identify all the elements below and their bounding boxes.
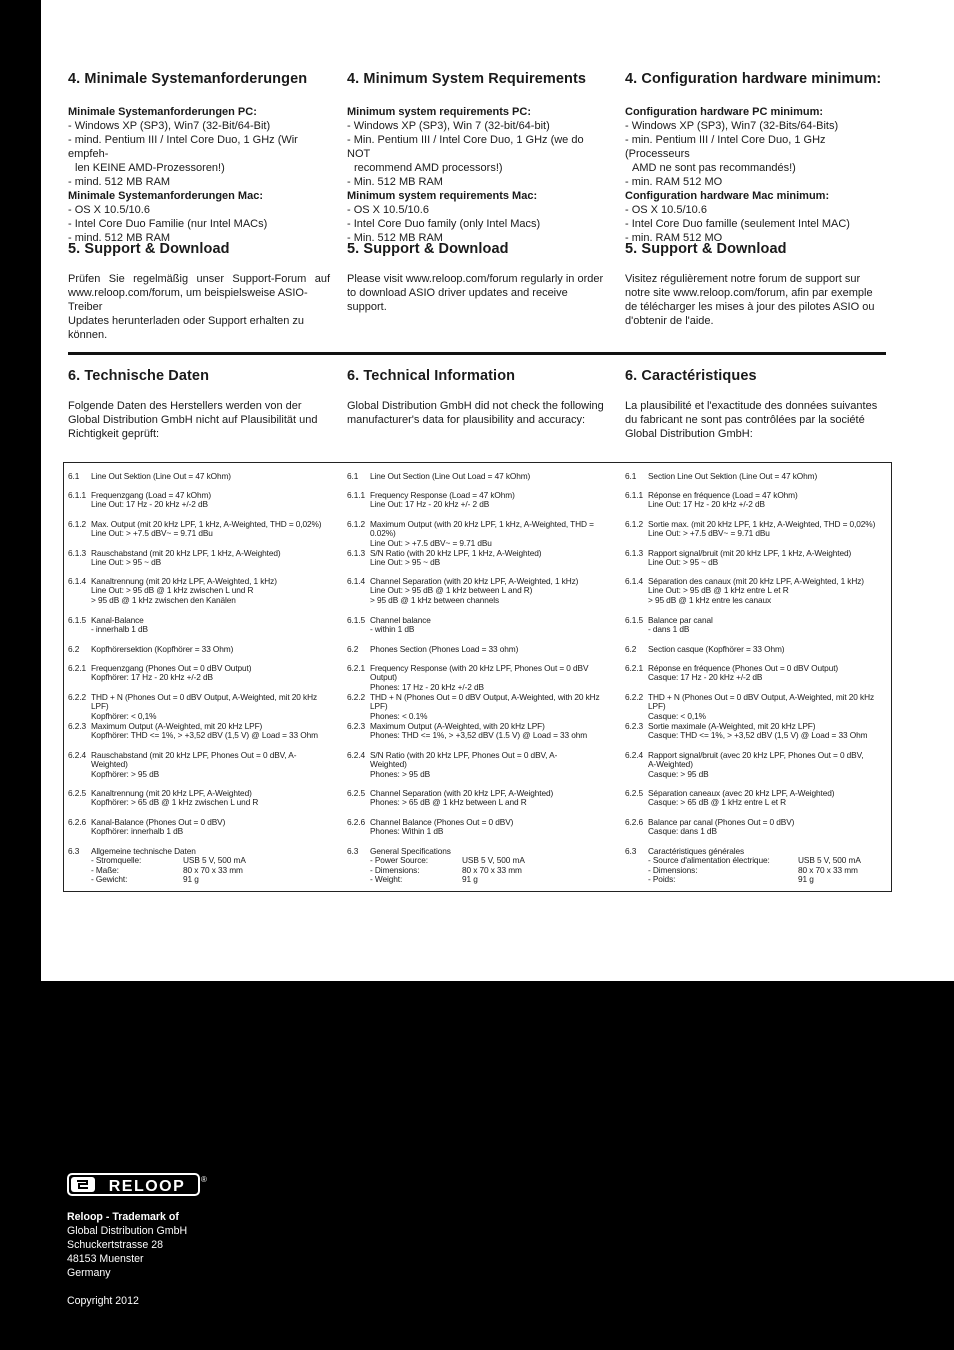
tech-fr — [625, 368, 887, 441]
spec-line: Kopfhörersektion (Kopfhörer = 33 Ohm) — [91, 644, 234, 654]
spec-text — [648, 472, 888, 481]
spec-text — [370, 664, 610, 692]
spec-line: Phones: THD <= 1%, > +3,52 dBV (1.5 V) @ Load = 33 ohm — [370, 730, 588, 741]
spec-number: 6.2.3 — [625, 721, 643, 731]
spec-text — [91, 472, 331, 481]
spec-number: 6.1.5 — [347, 615, 365, 625]
mac-req-line: - Intel Core Duo family (only Intel Macs) — [347, 218, 541, 230]
section-6-heading: 6. Technische Daten — [68, 368, 210, 384]
spec-line: Casque: THD <= 1%, > +3,52 dBV (1,5 V) @ Load = 33 Ohm — [648, 730, 868, 741]
spec-key: - Power Source: — [370, 855, 428, 866]
spec-text — [91, 491, 331, 510]
mac-req-line: - min. RAM 512 MO — [625, 232, 723, 244]
spec-line: Caractéristiques générales — [648, 846, 745, 856]
tech-intro-line: La plausibilité et l'exactitude des données suivantes — [625, 400, 878, 412]
column-de — [68, 71, 330, 245]
mac-req-line: - OS X 10.5/10.6 — [68, 204, 150, 216]
spec-key: - Maße: — [91, 864, 119, 875]
spec-number: 6.1.2 — [68, 519, 86, 529]
pc-req-line: - min. Pentium III / Intel Core Duo, 1 GHz (Processeurs — [625, 134, 826, 160]
spec-line: THD + N (Phones Out = 0 dBV Output, A-Weighted, mit 20 kHz LPF) — [91, 692, 318, 712]
spec-line: Section casque (Kopfhörer = 33 Ohm) — [648, 644, 785, 654]
spec-number: 6.1 — [68, 471, 80, 481]
column-fr — [625, 71, 887, 245]
registered-mark: ® — [201, 1175, 207, 1184]
spec-value: 91 g — [798, 873, 814, 884]
spec-text — [648, 847, 888, 884]
spec-line: Line Out: > +7.5 dBV~ = 9.71 dBu — [370, 537, 492, 548]
spec-line: Frequency Response (Load = 47 kOhm) — [370, 490, 515, 500]
spec-number: 6.1 — [347, 471, 359, 481]
mac-req-line: - Min. 512 MB RAM — [347, 232, 443, 244]
spec-text — [370, 491, 610, 510]
tech-intro-line: du fabricant ne sont pas contrôlées par la société — [625, 414, 865, 426]
footer — [67, 1173, 209, 1308]
spec-value: USB 5 V, 500 mA — [462, 855, 525, 866]
spec-number: 6.1.4 — [347, 576, 365, 586]
spec-number: 6.1.3 — [347, 548, 365, 558]
support-line: de télécharger les mises à jour des pilotes ASIO ou — [625, 301, 875, 313]
spec-key: - Weight: — [370, 873, 403, 884]
spec-key: - Stromquelle: — [91, 855, 142, 866]
spec-text — [648, 520, 888, 539]
spec-line: S/N Ratio (with 20 kHz LPF, 1 kHz, A-Weighted) — [370, 548, 542, 558]
spec-key: - Dimensions: — [648, 864, 698, 875]
address-line: Global Distribution GmbH — [67, 1225, 188, 1237]
spec-line: Balance par canal — [648, 615, 713, 625]
spec-text — [370, 789, 610, 808]
spec-line: Channel balance — [370, 615, 431, 625]
support-line: Prüfen Sie regelmäßig unser Support-Forum auf — [68, 273, 330, 285]
spec-line: Réponse en fréquence (Phones Out = 0 dBV Output) — [648, 663, 839, 673]
tech-intro-line: Global Distribution GmbH nicht auf Plausibilität und — [68, 414, 318, 426]
section-divider — [68, 352, 886, 355]
spec-line: Line Out: > 95 ~ dB — [91, 557, 162, 568]
spec-number: 6.1.4 — [68, 576, 86, 586]
spec-text — [370, 472, 610, 481]
spec-number: 6.2.6 — [68, 817, 86, 827]
spec-text — [370, 616, 610, 635]
spec-line: Maximum Output (A-Weighted, with 20 kHz LPF) — [370, 721, 545, 731]
spec-value: 80 x 70 x 33 mm — [798, 864, 858, 875]
spec-line: Weighted) — [370, 759, 407, 770]
spec-number: 6.2.6 — [347, 817, 365, 827]
mac-requirements-heading: Configuration hardware Mac minimum: — [625, 190, 830, 202]
tech-intro-line: Folgende Daten des Herstellers werden von der — [68, 400, 302, 412]
support-line: Updates herunterladen oder Support erhalten zu können. — [68, 315, 305, 341]
pc-req-line: AMD ne sont pas recommandés!) — [632, 162, 796, 174]
section-5-heading: 5. Support & Download — [68, 241, 230, 257]
spec-line: Phones: > 95 dB — [370, 768, 431, 779]
spec-value: USB 5 V, 500 mA — [798, 855, 861, 866]
spec-line: > 95 dB @ 1 kHz zwischen den Kanälen — [91, 594, 236, 605]
spec-line: Allgemeine technische Daten — [91, 846, 196, 856]
spec-line: Weighted) — [91, 759, 128, 770]
spec-line: Line Out: > 95 ~ dB — [370, 557, 441, 568]
spec-line: Kopfhörer: THD <= 1%, > +3,52 dBV (1,5 V) @ Load = 33 Ohm — [91, 730, 318, 741]
tech-en — [347, 368, 609, 427]
spec-text — [648, 491, 888, 510]
spec-text — [648, 693, 888, 721]
spec-line: Line Out Sektion (Line Out = 47 kOhm) — [91, 471, 231, 481]
spec-text — [91, 847, 331, 884]
support-en — [347, 241, 609, 314]
spec-line: Maximum Output (with 20 kHz LPF, 1 kHz, A-Weighted, THD = 0.02%) — [370, 519, 594, 539]
spec-line: > 95 dB @ 1 kHz entre les canaux — [648, 594, 772, 605]
spec-line: THD + N (Phones Out = 0 dBV Output, A-Weighted, mit 20 kHz LPF) — [648, 692, 875, 712]
spec-text — [648, 722, 888, 741]
spec-number: 6.2.1 — [625, 663, 643, 673]
spec-value: 91 g — [183, 873, 199, 884]
spec-line: Phones: < 0.1% — [370, 710, 428, 721]
spec-line: - innerhalb 1 dB — [91, 624, 148, 635]
spec-line: Line Out: > 95 ~ dB — [648, 557, 719, 568]
spec-line: Phones: 17 Hz - 20 kHz +/-2 dB — [370, 681, 484, 692]
spec-number: 6.2.1 — [347, 663, 365, 673]
spec-text — [91, 751, 331, 779]
spec-line: Max. Output (mit 20 kHz LPF, 1 kHz, A-Weighted, THD = 0,02%) — [91, 519, 322, 529]
spec-number: 6.3 — [68, 846, 80, 856]
spec-number: 6.1.2 — [347, 519, 365, 529]
logo-wordmark: RELOOP — [108, 1178, 186, 1195]
spec-number: 6.2 — [347, 644, 359, 654]
spec-line: Casque: > 95 dB — [648, 768, 709, 779]
spec-number: 6.1.1 — [347, 490, 365, 500]
spec-kv-row — [370, 875, 610, 884]
spec-line: Line Out Section (Line Out Load = 47 kOhm) — [370, 471, 531, 481]
spec-text — [370, 722, 610, 741]
spec-text — [91, 549, 331, 568]
spec-number: 6.1.5 — [625, 615, 643, 625]
document-page — [41, 0, 954, 981]
address-line: Germany — [67, 1267, 111, 1279]
spec-text — [648, 645, 888, 654]
spec-line: Rapport signal/bruit (mit 20 kHz LPF, 1 kHz, A-Weighted) — [648, 548, 852, 558]
spec-value: 91 g — [462, 873, 478, 884]
spec-kv-row — [648, 866, 888, 875]
spec-line: Line Out: > 95 dB @ 1 kHz zwischen L und R — [91, 585, 254, 596]
spec-kv-row — [91, 875, 331, 884]
spec-line: Casque: > 65 dB @ 1 kHz entre L et R — [648, 797, 787, 808]
pc-requirements-heading: Minimum system requirements PC: — [347, 106, 531, 118]
support-line: Please visit www.reloop.com/forum regularly in order — [347, 273, 604, 285]
spec-line: Kopfhörer: innerhalb 1 dB — [91, 826, 184, 837]
pc-req-line: len KEINE AMD-Prozessoren!) — [75, 162, 225, 174]
spec-number: 6.2.4 — [68, 750, 86, 760]
support-de — [68, 241, 330, 342]
spec-text — [648, 577, 888, 605]
tech-intro-line: Richtigkeit geprüft: — [68, 428, 160, 440]
mac-req-line: - OS X 10.5/10.6 — [625, 204, 707, 216]
spec-value: USB 5 V, 500 mA — [183, 855, 246, 866]
spec-text — [91, 520, 331, 539]
spec-line: Kanal-Balance — [91, 615, 144, 625]
spec-number: 6.1.3 — [68, 548, 86, 558]
spec-text — [648, 664, 888, 683]
spec-line: Line Out: > 95 dB @ 1 kHz between L and R) — [370, 585, 533, 596]
section-6-heading: 6. Caractéristiques — [625, 368, 757, 384]
pc-req-line: - Windows XP (SP3), Win 7 (32-bit/64-bit) — [347, 120, 550, 132]
spec-line: Séparation caneaux (avec 20 kHz LPF, A-Weighted) — [648, 788, 835, 798]
spec-key: - Source d'alimentation électrique: — [648, 855, 770, 866]
spec-number: 6.2.3 — [347, 721, 365, 731]
support-line: Visitez régulièrement notre forum de support sur — [625, 273, 861, 285]
pc-req-line: - Min. 512 MB RAM — [347, 176, 443, 188]
spec-line: Line Out: > +7.5 dBV~ = 9.71 dBu — [648, 528, 770, 539]
spec-line: Casque: 17 Hz - 20 kHz +/-2 dB — [648, 672, 763, 683]
spec-number: 6.2 — [68, 644, 80, 654]
mac-req-line: - mind. 512 MB RAM — [68, 232, 171, 244]
spec-line: Kopfhörer: 17 Hz - 20 kHz +/-2 dB — [91, 672, 213, 683]
tech-intro-line: Global Distribution GmbH did not check the following — [347, 400, 604, 412]
spec-number: 6.1.1 — [625, 490, 643, 500]
spec-line: A-Weighted) — [648, 759, 693, 770]
spec-kv-row — [648, 875, 888, 884]
spec-line: Kopfhörer: < 0,1% — [91, 710, 157, 721]
spec-line: Kopfhörer: > 95 dB — [91, 768, 160, 779]
mac-requirements-heading: Minimale Systemanforderungen Mac: — [68, 190, 263, 202]
spec-line: Line Out: 17 Hz - 20 kHz +/- 2 dB — [370, 499, 490, 510]
spec-number: 6.1.5 — [68, 615, 86, 625]
spec-line: Channel Separation (with 20 kHz LPF, A-Weighted, 1 kHz) — [370, 576, 579, 586]
spec-text — [91, 577, 331, 605]
tech-intro-line: Global Distribution GmbH: — [625, 428, 753, 440]
section-5-heading: 5. Support & Download — [347, 241, 509, 257]
spec-line: Line Out: > +7.5 dBV~ = 9.71 dBu — [91, 528, 213, 539]
spec-text — [648, 789, 888, 808]
spec-text — [91, 645, 331, 654]
spec-text — [370, 818, 610, 837]
spec-value: 80 x 70 x 33 mm — [183, 864, 243, 875]
spec-text — [370, 751, 610, 779]
spec-value: 80 x 70 x 33 mm — [462, 864, 522, 875]
tech-intro-line: manufacturer's data for plausibility and accuracy: — [347, 414, 586, 426]
spec-key: - Gewicht: — [91, 873, 128, 884]
section-4-heading: 4. Minimum System Requirements — [347, 71, 587, 87]
spec-line: Sortie max. (mit 20 kHz LPF, 1 kHz, A-Weighted, THD = 0,02%) — [648, 519, 876, 529]
support-line: d'obtenir de l'aide. — [625, 315, 714, 327]
support-line: www.reloop.com/forum, um beispielsweise ASIO-Treiber — [68, 287, 308, 313]
spec-line: THD + N (Phones Out = 0 dBV Output, A-Weighted, with 20 kHz LPF) — [370, 692, 600, 712]
spec-line: Rapport signal/bruit (avec 20 kHz LPF, Phones Out = 0 dBV, — [648, 750, 864, 760]
spec-number: 6.3 — [347, 846, 359, 856]
support-line: to download ASIO driver updates and receive support. — [347, 287, 568, 313]
tech-de — [68, 368, 330, 441]
spec-line: > 95 dB @ 1 kHz between channels — [370, 594, 500, 605]
spec-line: Kopfhörer: > 65 dB @ 1 kHz zwischen L und R — [91, 797, 259, 808]
spec-line: - within 1 dB — [370, 624, 415, 635]
spec-line: Rauschabstand (mit 20 kHz LPF, Phones Out = 0 dBV, A- — [91, 750, 297, 760]
spec-number: 6.3 — [625, 846, 637, 856]
column-en — [347, 71, 609, 245]
spec-number: 6.1.4 — [625, 576, 643, 586]
spec-key: - Poids: — [648, 873, 676, 884]
spec-text — [91, 693, 331, 721]
spec-line: Channel Balance (Phones Out = 0 dBV) — [370, 817, 514, 827]
spec-line: - dans 1 dB — [648, 624, 690, 635]
spec-line: Frequency Response (with 20 kHz LPF, Phones Out = 0 dBV Output) — [370, 663, 589, 683]
spec-line: Maximum Output (A-Weighted, mit 20 kHz LPF) — [91, 721, 263, 731]
pc-req-line: - mind. 512 MB RAM — [68, 176, 171, 188]
spec-line: S/N Ratio (with 20 kHz LPF, Phones Out = 0 dBV, A- — [370, 750, 558, 760]
spec-number: 6.1 — [625, 471, 637, 481]
spec-key: - Dimensions: — [370, 864, 420, 875]
spec-text — [370, 693, 610, 721]
spec-text — [370, 520, 610, 548]
support-line: notre site www.reloop.com/forum, afin par exemple — [625, 287, 873, 299]
spec-text — [370, 645, 610, 654]
pc-req-line: - Windows XP (SP3), Win7 (32-Bit/64-Bit) — [68, 120, 271, 132]
spec-number: 6.2.3 — [68, 721, 86, 731]
pc-requirements-heading: Configuration hardware PC minimum: — [625, 106, 824, 118]
spec-line: Séparation des canaux (mit 20 kHz LPF, A-Weighted, 1 kHz) — [648, 576, 864, 586]
pc-req-line: - Windows XP (SP3), Win7 (32-Bits/64-Bits) — [625, 120, 839, 132]
spec-text — [370, 847, 610, 884]
support-fr — [625, 241, 887, 328]
spec-line: Casque: < 0,1% — [648, 710, 706, 721]
spec-line: Casque: dans 1 dB — [648, 826, 717, 837]
spec-number: 6.2.1 — [68, 663, 86, 673]
address-line: 48153 Muenster — [67, 1253, 144, 1265]
spec-text — [91, 818, 331, 837]
spec-text — [370, 577, 610, 605]
spec-line: Channel Separation (with 20 kHz LPF, A-Weighted) — [370, 788, 554, 798]
spec-line: Line Out: 17 Hz - 20 kHz +/-2 dB — [648, 499, 765, 510]
spec-line: Section Line Out Sektion (Line Out = 47 kOhm) — [648, 471, 818, 481]
spec-line: Sortie maximale (A-Weighted, mit 20 kHz LPF) — [648, 721, 816, 731]
pc-req-line: recommend AMD processors!) — [354, 162, 503, 174]
spec-text — [648, 616, 888, 635]
spec-number: 6.2.5 — [625, 788, 643, 798]
spec-line: Kanaltrennung (mit 20 kHz LPF, A-Weighted) — [91, 788, 252, 798]
spec-text — [91, 789, 331, 808]
mac-req-line: - OS X 10.5/10.6 — [347, 204, 429, 216]
section-6-heading: 6. Technical Information — [347, 368, 516, 384]
spec-line: Phones: > 65 dB @ 1 kHz between L and R — [370, 797, 527, 808]
spec-kv-row — [91, 866, 331, 875]
mac-req-line: - Intel Core Duo famille (seulement Intel MAC) — [625, 218, 850, 230]
company-title: Reloop - Trademark of — [67, 1211, 179, 1223]
spec-number: 6.2.4 — [625, 750, 643, 760]
mac-req-line: - Intel Core Duo Familie (nur Intel MACs) — [68, 218, 268, 230]
spec-kv-row — [370, 866, 610, 875]
spec-text — [91, 722, 331, 741]
spec-line: Frequenzgang (Load = 47 kOhm) — [91, 490, 212, 500]
spec-line: Line Out: > 95 dB @ 1 kHz entre L et R — [648, 585, 789, 596]
address-line: Schuckertstrasse 28 — [67, 1239, 163, 1251]
section-4-heading: 4. Minimale Systemanforderungen — [68, 71, 308, 87]
spec-text — [91, 616, 331, 635]
spec-number: 6.2.2 — [347, 692, 365, 702]
section-5-heading: 5. Support & Download — [625, 241, 787, 257]
spec-number: 6.2.2 — [625, 692, 643, 702]
mac-requirements-heading: Minimum system requirements Mac: — [347, 190, 538, 202]
spec-number: 6.2.2 — [68, 692, 86, 702]
spec-line: Kanaltrennung (mit 20 kHz LPF, A-Weighted, 1 kHz) — [91, 576, 277, 586]
spec-line: Frequenzgang (Phones Out = 0 dBV Output) — [91, 663, 252, 673]
spec-line: Rauschabstand (mit 20 kHz LPF, 1 kHz, A-Weighted) — [91, 548, 281, 558]
pc-requirements-heading: Minimale Systemanforderungen PC: — [68, 106, 257, 118]
spec-number: 6.2 — [625, 644, 637, 654]
spec-number: 6.2.4 — [347, 750, 365, 760]
spec-line: Kanal-Balance (Phones Out = 0 dBV) — [91, 817, 226, 827]
pc-req-line: - min. RAM 512 MO — [625, 176, 723, 188]
spec-number: 6.2.5 — [347, 788, 365, 798]
reloop-logo-icon — [67, 1173, 209, 1197]
spec-number: 6.1.1 — [68, 490, 86, 500]
spec-text — [370, 549, 610, 568]
copyright: Copyright 2012 — [67, 1295, 139, 1307]
spec-text — [648, 549, 888, 568]
spec-text — [648, 818, 888, 837]
spec-line: General Specifications — [370, 846, 451, 856]
spec-number: 6.1.2 — [625, 519, 643, 529]
spec-line: Line Out: 17 Hz - 20 kHz +/-2 dB — [91, 499, 208, 510]
spec-line: Phones: Within 1 dB — [370, 826, 444, 837]
section-4-heading: 4. Configuration hardware minimum: — [625, 71, 882, 87]
spec-line: Réponse en fréquence (Load = 47 kOhm) — [648, 490, 798, 500]
spec-line: Balance par canal (Phones Out = 0 dBV) — [648, 817, 795, 827]
spec-line: Phones Section (Phones Load = 33 ohm) — [370, 644, 519, 654]
spec-number: 6.1.3 — [625, 548, 643, 558]
spec-text — [91, 664, 331, 683]
pc-req-line: - mind. Pentium III / Intel Core Duo, 1 GHz (Wir empfeh- — [68, 134, 298, 160]
spec-number: 6.2.6 — [625, 817, 643, 827]
pc-req-line: - Min. Pentium III / Intel Core Duo, 1 GHz (we do NOT — [347, 134, 584, 160]
spec-number: 6.2.5 — [68, 788, 86, 798]
spec-text — [648, 751, 888, 779]
